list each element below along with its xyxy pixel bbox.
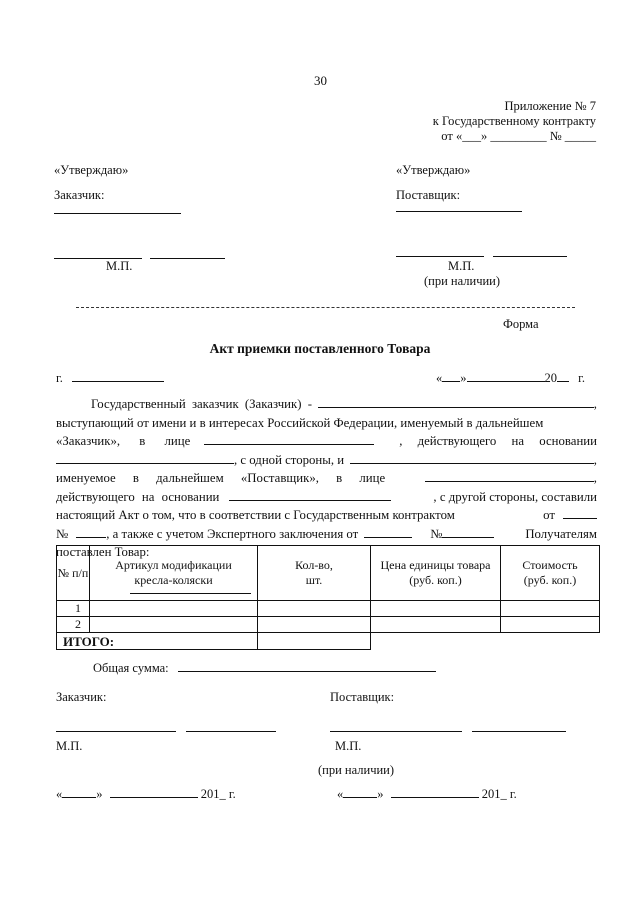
appendix-header: [356, 99, 596, 144]
row-number: 1: [57, 601, 90, 617]
date-year-suffix: г.: [578, 371, 585, 385]
body-line-8a: №: [56, 526, 69, 541]
supplier-basis-line[interactable]: [229, 488, 391, 501]
header-cost: [501, 546, 600, 601]
row-article-cell[interactable]: [90, 617, 258, 633]
row-cost-cell[interactable]: [501, 601, 600, 617]
date-year-line[interactable]: [557, 369, 569, 382]
date-year-prefix: 20: [544, 371, 557, 385]
row-cost-cell[interactable]: [501, 617, 600, 633]
customer-name-line[interactable]: [318, 395, 594, 408]
goods-table: [56, 545, 600, 650]
expert-date-line[interactable]: [364, 525, 412, 538]
sign-right-year: 201_ г.: [481, 787, 517, 801]
expert-number-line[interactable]: [442, 525, 494, 538]
appendix-line-3: от «___» _________ № _____: [441, 129, 596, 143]
date-month-line[interactable]: [467, 369, 545, 382]
row-number: 2: [57, 617, 90, 633]
date-day-line[interactable]: [442, 369, 460, 382]
total-sum-line[interactable]: [178, 659, 436, 672]
dashed-separator: [76, 307, 575, 308]
body-line-8c: №: [430, 526, 443, 541]
sign-left-stamp: М.П.: [56, 739, 83, 753]
city-field: [56, 369, 164, 386]
sign-right-date: [337, 785, 517, 802]
city-prefix: г.: [56, 371, 63, 385]
sign-left-year: 201_ г.: [200, 787, 236, 801]
approve-right-stamp: М.П.: [448, 259, 475, 273]
row-qty-cell[interactable]: [258, 601, 371, 617]
approve-right-signature-line-2[interactable]: [396, 256, 484, 257]
customer-representative-line[interactable]: [204, 432, 374, 445]
body-line-9: поставлен Товар:: [56, 545, 150, 559]
approve-left-label: «Утверждаю»: [54, 163, 129, 177]
total-label: ИТОГО:: [57, 633, 258, 650]
contract-date-line[interactable]: [563, 506, 597, 519]
sign-right-signature-line[interactable]: [330, 731, 462, 732]
supplier-representative-line[interactable]: [425, 469, 594, 482]
header-number: № п/п: [57, 546, 90, 601]
supplier-name-line[interactable]: [350, 451, 594, 464]
sign-left-role: Заказчик:: [56, 690, 107, 704]
body-line-6b: , с другой стороны, составили: [433, 489, 597, 504]
body-line-3b: , действующего на основании: [399, 434, 597, 448]
approve-right-role: Поставщик:: [396, 188, 461, 202]
city-input-line[interactable]: [72, 369, 164, 382]
sign-right-date-close: »: [377, 787, 384, 801]
header-article-underline: [130, 593, 251, 594]
row-qty-cell[interactable]: [258, 617, 371, 633]
approve-left-signature-line[interactable]: [54, 213, 181, 214]
approve-right-note: (при наличии): [424, 274, 501, 288]
date-close-quote: »: [460, 371, 467, 385]
row-price-cell[interactable]: [371, 617, 501, 633]
sign-left-date: [56, 785, 236, 802]
sign-left-date-close: »: [96, 787, 103, 801]
approve-right-signature-line[interactable]: [396, 211, 522, 212]
table-row: [57, 601, 600, 617]
row-article-cell[interactable]: [90, 601, 258, 617]
customer-basis-line[interactable]: [56, 451, 234, 464]
sign-right-stamp: М.П.: [335, 739, 362, 753]
body-line-5b: ,: [593, 471, 597, 485]
approve-right-label: «Утверждаю»: [396, 163, 471, 177]
sign-right-month-line[interactable]: [391, 785, 479, 798]
contract-number-line[interactable]: [76, 525, 106, 538]
header-article-text: Артикул модификации кресла-коляски: [115, 558, 232, 587]
body-line-3a: «Заказчик», в лице: [56, 434, 191, 448]
sign-left-signature-line[interactable]: [56, 731, 176, 732]
page-number: 30: [314, 73, 327, 88]
sign-left-name-line[interactable]: [186, 731, 276, 732]
sign-left-month-line[interactable]: [110, 785, 198, 798]
table-row: [57, 617, 600, 633]
date-open-quote: «: [436, 371, 443, 385]
act-body: Государственный заказчик (Заказчик) - , выступающий от имени и в интересах Российской Федерации, именуемый в дальнейшем «Заказчик», в лице , действующего на основании , с одной стороны, и , именуемое в дальнейшем «Поставщик», в лице , действующего на основании , с другой стороны, составили настоящий Акт о том, что в соответствии с Государственным контрактом от № , а также с учетом Экспертного заключения от № Получателям поставлен Товар:: [56, 395, 597, 562]
document-title: Акт приемки поставленного Товара: [209, 341, 431, 356]
total-sum-field: [93, 659, 436, 676]
header-cost-text: Стоимость (руб. коп.): [522, 558, 578, 587]
row-price-cell[interactable]: [371, 601, 501, 617]
total-row: [57, 633, 600, 650]
body-line-1: Государственный заказчик (Заказчик) -: [91, 397, 312, 411]
approve-right-name-line[interactable]: [493, 256, 567, 257]
sign-right-date-open: «: [337, 787, 344, 801]
body-line-7a: настоящий Акт о том, что в соответствии с Государственным контрактом: [56, 508, 455, 522]
approve-left-role: Заказчик:: [54, 188, 105, 202]
sign-right-role: Поставщик:: [330, 690, 395, 704]
approve-left-stamp: М.П.: [106, 259, 133, 273]
appendix-line-2: к Государственному контракту: [432, 114, 596, 128]
total-qty-cell[interactable]: [258, 633, 371, 650]
header-price: Цена единицы товара (руб. коп.): [371, 546, 501, 601]
header-qty-text: Кол-во, шт.: [295, 558, 333, 587]
total-empty: [371, 633, 600, 650]
body-line-6a: действующего на основании: [56, 489, 220, 504]
body-line-5a: именуемое в дальнейшем «Поставщик», в лице: [56, 471, 386, 485]
body-line-8b: , а также с учетом Экспертного заключения от: [106, 526, 359, 541]
body-line-8d: Получателям: [525, 526, 597, 541]
header-qty: [258, 546, 371, 601]
body-line-7b: от: [543, 508, 555, 522]
act-date-field: [436, 369, 585, 386]
sign-left-date-open: «: [56, 787, 63, 801]
body-line-4a: , с одной стороны, и: [234, 452, 345, 467]
header-article: [90, 546, 258, 601]
sign-left-day-line[interactable]: [62, 785, 96, 798]
appendix-line-1: Приложение № 7: [504, 99, 596, 113]
body-line-4b: ,: [593, 452, 597, 467]
form-label: Форма: [503, 317, 539, 331]
sign-right-day-line[interactable]: [343, 785, 377, 798]
total-sum-label: Общая сумма:: [93, 661, 169, 675]
approve-left-name-line[interactable]: [150, 258, 225, 259]
body-line-2: выступающий от имени и в интересах Российской Федерации, именуемый в дальнейшем: [56, 415, 544, 430]
sign-right-note: (при наличии): [318, 763, 395, 777]
sign-right-name-line[interactable]: [472, 731, 566, 732]
